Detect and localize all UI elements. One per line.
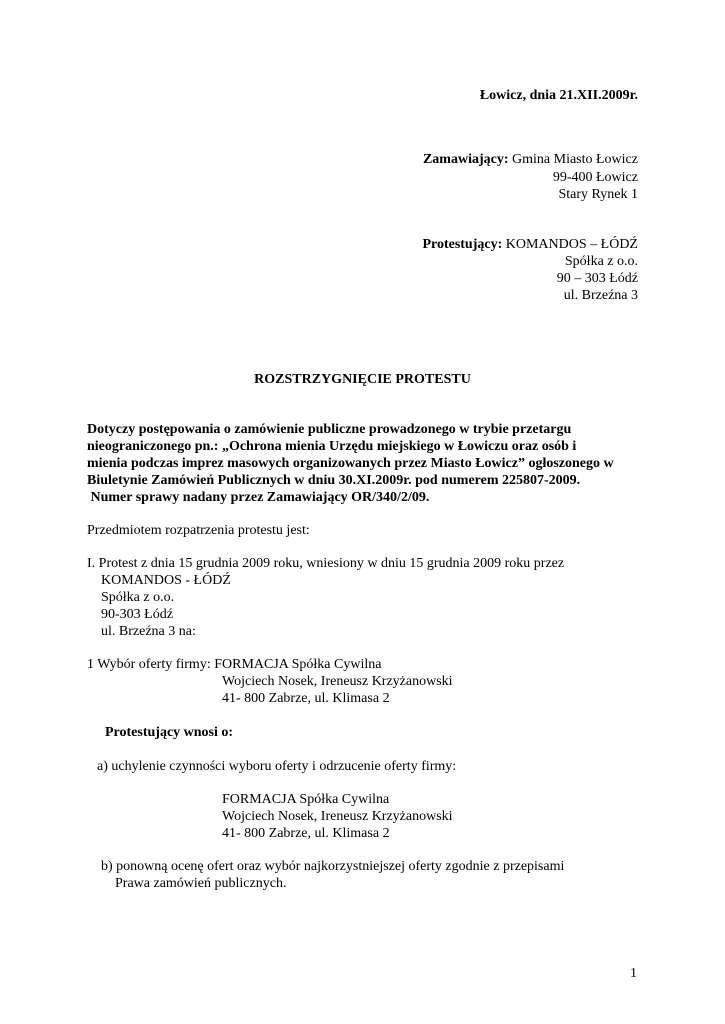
request-a-firm-1: FORMACJA Spółka Cywilna <box>222 792 390 807</box>
contracting-authority-name: Gmina Miasto Łowicz <box>508 152 638 167</box>
request-a-firm-2: Wojciech Nosek, Ireneusz Krzyżanowski <box>222 809 453 824</box>
selection-line-3: 41- 800 Zabrze, ul. Klimasa 2 <box>222 691 390 706</box>
subject-line-4: Biuletynie Zamówień Publicznych w dniu 30.XI.2009r. pod numerem 225807-2009. <box>87 473 581 488</box>
protest-line-1: I. Protest z dnia 15 grudnia 2009 roku, wniesiony w dniu 15 grudnia 2009 roku przez <box>87 556 565 571</box>
subject-line-1: Dotyczy postępowania o zamówienie publiczne prowadzonego w trybie przetargu <box>87 422 572 437</box>
contracting-authority-label: Zamawiający: <box>422 152 509 167</box>
contracting-authority-postal: 99-400 Łowicz <box>552 170 638 185</box>
protest-line-2: KOMANDOS - ŁÓDŹ <box>101 573 231 588</box>
protester-company: Spółka z o.o. <box>564 254 638 269</box>
protester-postal: 90 – 303 Łódź <box>556 271 638 286</box>
selection-line-1: 1 Wybór oferty firmy: FORMACJA Spółka Cywilna <box>87 657 382 672</box>
subject-line-3: mienia podczas imprez masowych organizowanych przez Miasto Łowicz” ogłoszonego w <box>87 456 614 471</box>
date-line: Łowicz, dnia 21.XII.2009r. <box>479 88 638 103</box>
request-b-line-1: b) ponowną ocenę ofert oraz wybór najkorzystniejszej oferty zgodnie z przepisami <box>101 859 565 874</box>
requests-heading: Protestujący wnosi o: <box>105 725 234 740</box>
protester-name-line <box>422 237 638 253</box>
protest-line-5: ul. Brzeźna 3 na: <box>101 624 196 639</box>
subject-line-2: nieograniczonego pn.: „Ochrona mienia Urzędu miejskiego w Łowiczu oraz osób i <box>87 439 577 454</box>
request-a-firm-3: 41- 800 Zabrze, ul. Klimasa 2 <box>222 826 390 841</box>
request-a-line: a) uchylenie czynności wyboru oferty i odrzucenie oferty firmy: <box>97 759 457 774</box>
subject-line-5: Numer sprawy nadany przez Zamawiający OR/340/2/09. <box>87 490 430 505</box>
request-b-line-2: Prawa zamówień publicznych. <box>115 876 287 891</box>
protest-line-4: 90-303 Łódź <box>101 607 173 622</box>
page-number: 1 <box>630 966 637 981</box>
contracting-authority-name-line <box>423 152 638 168</box>
selection-line-2: Wojciech Nosek, Ireneusz Krzyżanowski <box>222 674 453 689</box>
intro-text: Przedmiotem rozpatrzenia protestu jest: <box>87 523 310 538</box>
protester-street: ul. Brzeźna 3 <box>563 288 638 303</box>
document-title: ROZSTRZYGNIĘCIE PROTESTU <box>254 372 471 387</box>
protester-name: KOMANDOS – ŁÓDŹ <box>502 237 638 252</box>
protester-label: Protestujący: <box>422 237 503 252</box>
protest-line-3: Spółka z o.o. <box>101 590 175 605</box>
contracting-authority-street: Stary Rynek 1 <box>558 187 638 202</box>
